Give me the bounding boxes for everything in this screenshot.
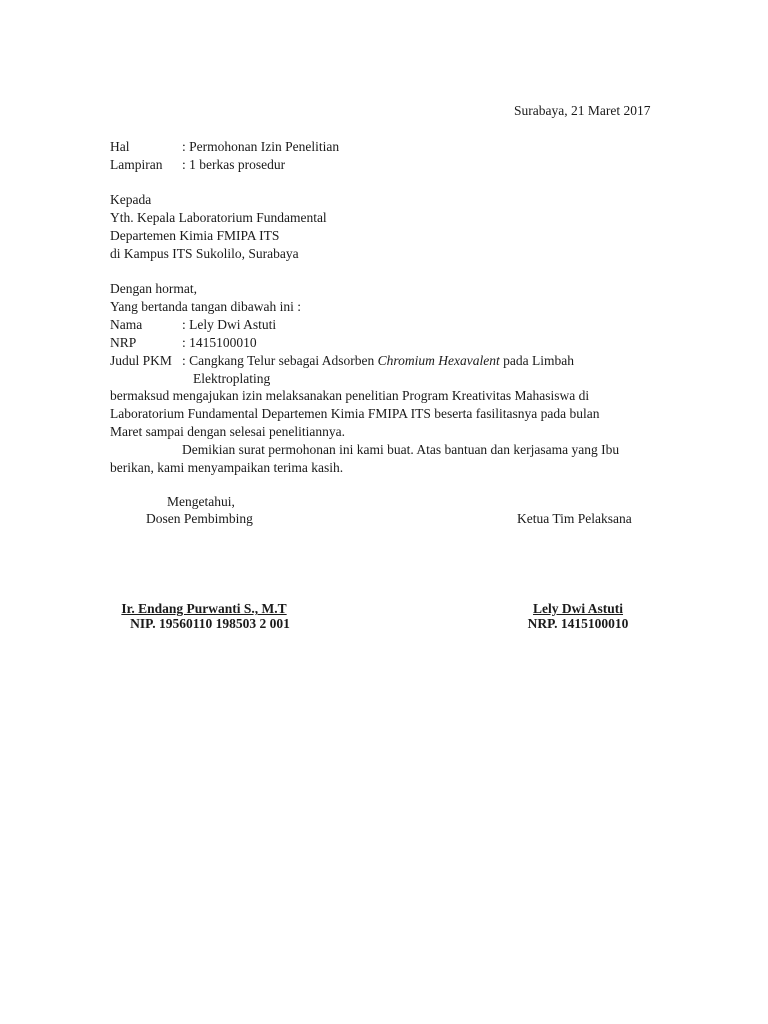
nrp-label: NRP bbox=[110, 335, 137, 350]
body-line-2: Laboratorium Fundamental Departemen Kimia FMIPA ITS beserta fasilitasnya pada bulan bbox=[110, 406, 600, 421]
greeting: Dengan hormat, bbox=[110, 281, 197, 296]
place-date: Surabaya, 21 Maret 2017 bbox=[514, 103, 651, 118]
recipient-line-3: di Kampus ITS Sukolilo, Surabaya bbox=[110, 246, 299, 261]
ack-label: Mengetahui, bbox=[167, 494, 235, 509]
leader-name: Lely Dwi Astuti bbox=[532, 601, 624, 616]
name-label: Nama bbox=[110, 317, 143, 332]
title-prefix: : Cangkang Telur sebagai Adsorben bbox=[182, 353, 378, 368]
body-line-3: Maret sampai dengan selesai penelitiannya. bbox=[110, 424, 346, 439]
closing-line-2: berikan, kami menyampaikan terima kasih. bbox=[110, 460, 344, 475]
advisor-id: NIP. 19560110 198503 2 001 bbox=[130, 616, 290, 631]
body-line-1: bermaksud mengajukan izin melaksanakan penelitian Program Kreativitas Mahasiswa di bbox=[110, 388, 590, 403]
title-italic: Chromium Hexavalent bbox=[377, 353, 500, 368]
name-value: : Lely Dwi Astuti bbox=[182, 317, 277, 332]
nrp-value: : 1415100010 bbox=[182, 335, 257, 350]
title-label: Judul PKM bbox=[110, 353, 172, 368]
attachment-value: : 1 berkas prosedur bbox=[182, 157, 286, 172]
to-label: Kepada bbox=[110, 192, 152, 207]
subject-label: Hal bbox=[110, 139, 130, 154]
closing-line-1: Demikian surat permohonan ini kami buat. Atas bantuan dan kerjasama yang Ibu bbox=[182, 442, 620, 457]
advisor-role: Dosen Pembimbing bbox=[146, 511, 253, 526]
title-line-2: Elektroplating bbox=[193, 371, 271, 386]
attachment-label: Lampiran bbox=[110, 157, 163, 172]
leader-id: NRP. 1415100010 bbox=[527, 616, 629, 631]
intro: Yang bertanda tangan dibawah ini : bbox=[110, 299, 301, 314]
leader-role: Ketua Tim Pelaksana bbox=[517, 511, 632, 526]
title-value bbox=[182, 352, 574, 369]
title-suffix: pada Limbah bbox=[499, 353, 574, 368]
subject-value: : Permohonan Izin Penelitian bbox=[182, 139, 340, 154]
recipient-line-2: Departemen Kimia FMIPA ITS bbox=[110, 228, 280, 243]
advisor-name: Ir. Endang Purwanti S., M.T bbox=[121, 601, 287, 616]
recipient-line-1: Yth. Kepala Laboratorium Fundamental bbox=[110, 210, 327, 225]
